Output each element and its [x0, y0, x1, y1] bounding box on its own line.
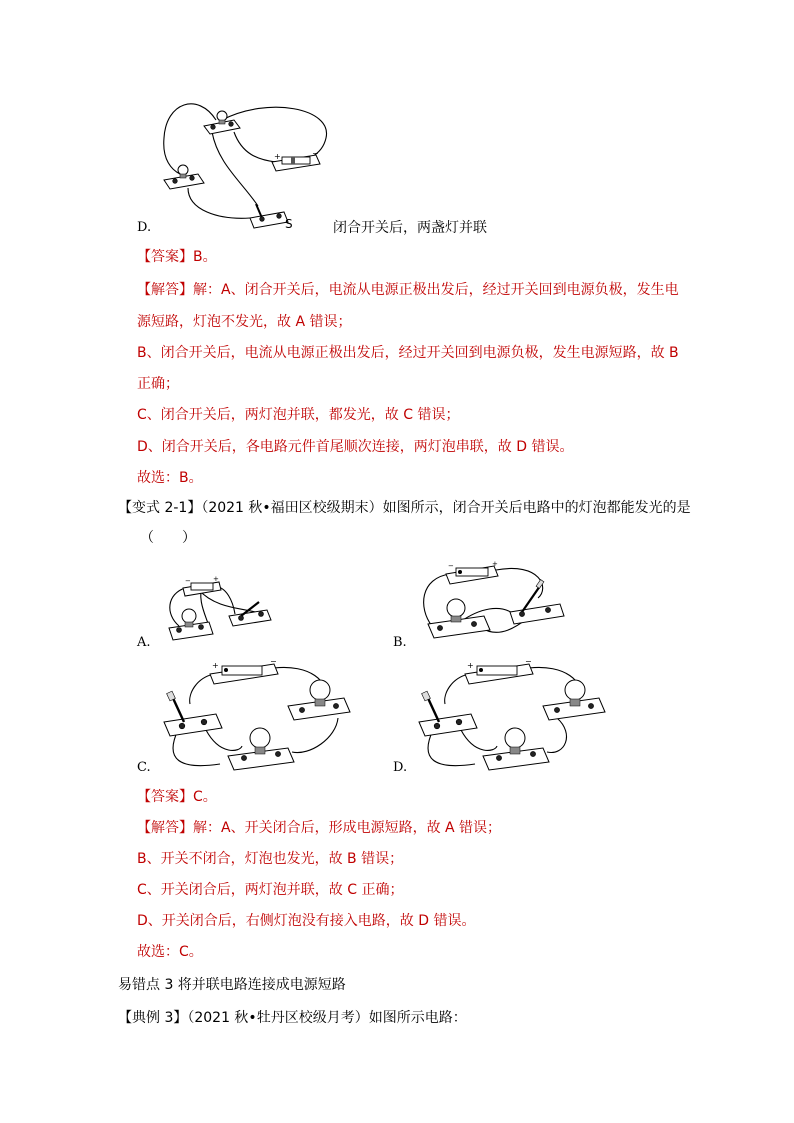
analysis-1-line-1: 【解答】解：A、闭合开关后，电流从电源正极出发后，经过开关回到电源负极，发生电	[137, 282, 679, 298]
option-d-text: 闭合开关后，两盏灯并联	[333, 220, 487, 236]
svg-text:−: −	[185, 577, 191, 585]
option-a-label: A.	[137, 635, 151, 650]
choice-2: 故选：C。	[137, 944, 203, 960]
circuit-figure-d-top	[158, 98, 348, 234]
svg-text:−: −	[448, 562, 454, 570]
analysis-1-line-4: 正确；	[137, 376, 179, 392]
circuit-figure-b	[410, 558, 570, 648]
analysis-2-line-1: 【解答】解：A、开关闭合后，形成电源短路，故 A 错误；	[137, 820, 502, 836]
svg-text:−: −	[270, 657, 277, 666]
svg-text:+: +	[492, 560, 498, 568]
question-2-1-blank: （ ）	[140, 530, 196, 546]
analysis-2-line-2: B、开关不闭合，灯泡也发光，故 B 错误；	[137, 851, 404, 867]
analysis-2-line-3: C、开关闭合后，两灯泡并联，故 C 正确；	[137, 882, 404, 898]
circuit-figure-c	[160, 657, 360, 775]
option-c-label: C.	[137, 760, 151, 775]
circuit-figure-d-bottom	[415, 657, 615, 775]
svg-text:+: +	[212, 661, 219, 670]
analysis-1-line-5: C、闭合开关后，两灯泡并联，都发光，故 C 错误；	[137, 407, 460, 423]
circuit-figure-a	[155, 572, 275, 642]
answer-2: 【答案】C。	[137, 789, 217, 805]
answer-1: 【答案】B。	[137, 249, 217, 265]
analysis-2-line-4: D、开关闭合后，右侧灯泡没有接入电路，故 D 错误。	[137, 913, 476, 929]
error-point-heading: 易错点 3 将并联电路连接成电源短路	[118, 977, 346, 993]
analysis-1-line-3: B、闭合开关后，电流从电源正极出发后，经过开关回到电源负极，发生电源短路，故 B	[137, 345, 679, 361]
option-d-label: D.	[137, 220, 152, 235]
analysis-1-line-6: D、闭合开关后，各电路元件首尾顺次连接，两灯泡串联，故 D 错误。	[137, 439, 574, 455]
svg-text:+: +	[274, 152, 281, 161]
svg-text:−: −	[312, 149, 319, 158]
option-d2-label: D.	[393, 760, 408, 775]
option-b-label: B.	[393, 635, 407, 650]
svg-text:+: +	[467, 661, 474, 670]
question-2-1-title: 【变式 2-1】（2021 秋•福田区校级期末）如图所示，闭合开关后电路中的灯泡都能发光的是	[118, 500, 691, 516]
svg-text:−: −	[525, 657, 532, 666]
svg-text:+: +	[213, 575, 219, 583]
choice-1: 故选：B。	[137, 470, 203, 486]
switch-label: S	[285, 217, 293, 231]
example-3-title: 【典例 3】（2021 秋•牡丹区校级月考）如图所示电路：	[118, 1010, 467, 1026]
analysis-1-line-2: 源短路，灯泡不发光，故 A 错误；	[137, 314, 352, 330]
